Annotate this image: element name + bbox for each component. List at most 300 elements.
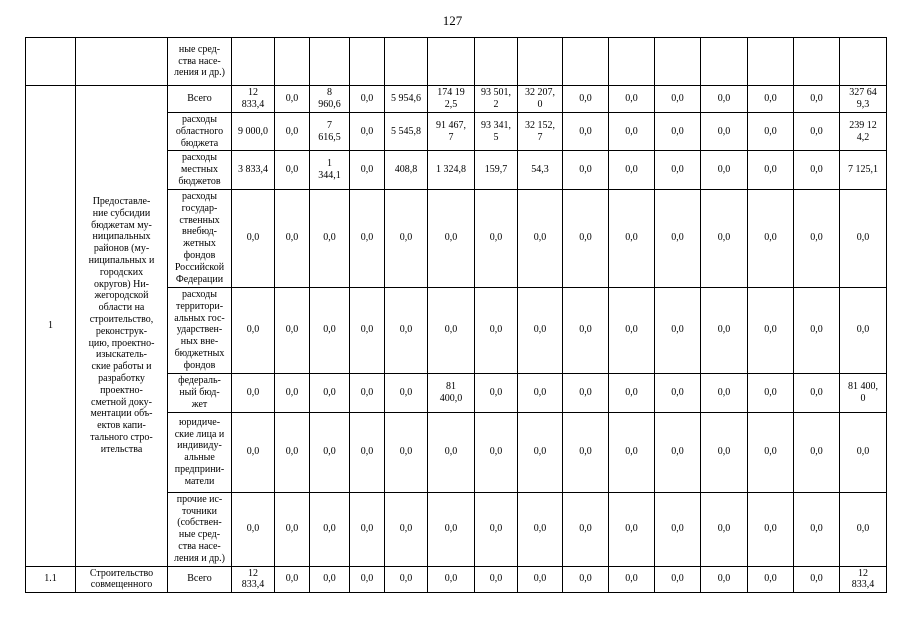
text-line: 0,0 [533, 446, 547, 458]
text-line: 0,0 [625, 446, 638, 458]
value-cell [563, 38, 609, 86]
text-line: цию, проектно- [88, 337, 155, 349]
text-line: альных гос- [174, 312, 225, 324]
text-line: 81 [446, 380, 456, 392]
text-line: бюджета [180, 137, 219, 149]
value-cell [655, 287, 701, 373]
text-line: 12 [248, 567, 258, 579]
text-line: альные [184, 452, 215, 464]
value-cell [275, 412, 310, 492]
text-line: 0,0 [399, 232, 413, 244]
text-line: ские работы и [91, 361, 152, 373]
source-cell [168, 287, 232, 373]
text-line: 0,0 [323, 232, 336, 244]
text-line: 0,0 [285, 523, 299, 535]
text-line: Строительство [89, 567, 154, 579]
text-line: 0,0 [856, 324, 870, 336]
text-line: жегородской [94, 290, 149, 302]
text-line: 0 [860, 392, 866, 404]
text-line: 0,0 [625, 164, 638, 176]
value-cell [518, 412, 563, 492]
text-line: 0,0 [671, 125, 684, 137]
value-cell [840, 412, 887, 492]
value-cell [275, 113, 310, 151]
value-cell [748, 412, 794, 492]
text-line: 0,0 [533, 324, 547, 336]
table-row [26, 86, 887, 113]
value-cell [701, 38, 748, 86]
value-cell [350, 566, 385, 593]
text-line: 0,0 [671, 324, 684, 336]
text-line: 32 207, [525, 87, 555, 99]
text-line: 0,0 [360, 93, 374, 105]
text-line: 0,0 [579, 164, 592, 176]
value-cell [232, 113, 275, 151]
value-cell [232, 566, 275, 593]
text-line: 0,0 [533, 573, 547, 585]
text-line: 0,0 [856, 523, 870, 535]
value-cell [701, 86, 748, 113]
value-cell [840, 86, 887, 113]
value-cell [563, 189, 609, 287]
text-line: 0,0 [489, 523, 503, 535]
text-line: 0,0 [625, 573, 638, 585]
text-line: ства насе- [178, 540, 221, 552]
text-line: 0,0 [360, 324, 374, 336]
text-line: 0,0 [323, 523, 336, 535]
source-cell [168, 373, 232, 412]
value-cell [794, 38, 840, 86]
text-line: расходы [182, 152, 217, 164]
value-cell [794, 492, 840, 566]
value-cell [609, 38, 655, 86]
text-line: 0,0 [285, 125, 299, 137]
value-cell [475, 151, 518, 189]
value-cell [794, 86, 840, 113]
text-line: 833,4 [241, 99, 265, 110]
text-line: 7 125,1 [848, 164, 878, 176]
text-line: 0,0 [323, 573, 336, 585]
value-cell [385, 113, 428, 151]
source-cell [168, 412, 232, 492]
value-cell [428, 492, 475, 566]
value-cell [701, 113, 748, 151]
text-line: 0,0 [810, 386, 823, 398]
text-line: 0,0 [717, 93, 731, 105]
value-cell [748, 373, 794, 412]
text-line: 0,0 [717, 125, 731, 137]
text-line: 1 [327, 158, 332, 170]
text-line: 0,0 [717, 386, 731, 398]
text-line: 7 [448, 131, 454, 143]
value-cell [563, 373, 609, 412]
text-line: проектно- [100, 384, 143, 396]
text-line: сметной доку- [91, 396, 152, 408]
budget-table-body [26, 38, 887, 593]
text-line: 0,0 [246, 446, 260, 458]
value-cell [385, 287, 428, 373]
value-cell [655, 412, 701, 492]
value-cell [655, 566, 701, 593]
text-line: ние субсидии [92, 207, 151, 219]
value-cell [748, 566, 794, 593]
value-cell [794, 113, 840, 151]
number-cell [26, 38, 76, 86]
source-cell [168, 492, 232, 566]
value-cell [428, 566, 475, 593]
value-cell [350, 189, 385, 287]
text-line: ства насе- [178, 55, 221, 67]
text-line: ские лица и [174, 428, 225, 440]
text-line: 0,0 [671, 386, 684, 398]
value-cell [794, 189, 840, 287]
value-cell [609, 412, 655, 492]
value-cell [840, 287, 887, 373]
text-line: 0,0 [579, 386, 592, 398]
text-line: 0,0 [810, 324, 823, 336]
value-cell [428, 86, 475, 113]
value-cell [609, 373, 655, 412]
value-cell [609, 151, 655, 189]
text-line: 0,0 [285, 573, 299, 585]
text-line: 0,0 [810, 164, 823, 176]
value-cell [475, 373, 518, 412]
text-line: бюджетов [178, 175, 221, 187]
text-line: 0,0 [717, 446, 731, 458]
text-line: 0,0 [579, 93, 592, 105]
text-line: 0,0 [671, 573, 684, 585]
value-cell [232, 373, 275, 412]
text-line: 0,0 [285, 164, 299, 176]
value-cell [701, 373, 748, 412]
text-line: 0,0 [399, 446, 413, 458]
text-line: 0,0 [671, 446, 684, 458]
value-cell [475, 287, 518, 373]
value-cell [794, 412, 840, 492]
text-line: ных вне- [180, 336, 219, 348]
value-cell [794, 151, 840, 189]
value-cell [350, 287, 385, 373]
text-line: 0,0 [625, 232, 638, 244]
value-cell [310, 287, 350, 373]
text-line: федераль- [178, 375, 221, 387]
text-line: 0,0 [444, 446, 458, 458]
text-line: внебюд- [182, 226, 217, 238]
value-cell [275, 492, 310, 566]
text-line: 0,0 [625, 523, 638, 535]
text-line: предприни- [174, 464, 225, 476]
value-cell [310, 189, 350, 287]
text-line: 54,3 [531, 164, 549, 176]
value-cell [840, 566, 887, 593]
text-line: 0,0 [360, 446, 374, 458]
value-cell [655, 492, 701, 566]
text-line: 0,0 [360, 523, 374, 535]
text-line: 327 64 [849, 87, 877, 99]
value-cell [701, 287, 748, 373]
text-line: 0,0 [764, 523, 777, 535]
text-line: ментации объ- [90, 408, 153, 420]
value-cell [475, 189, 518, 287]
row-number: 1 [26, 86, 76, 567]
text-line: 93 501, [481, 87, 511, 99]
text-line: изыскатель- [95, 349, 148, 361]
value-cell [350, 86, 385, 113]
text-line: 0,0 [579, 446, 592, 458]
page-number: 127 [442, 13, 463, 28]
text-line: 408,8 [394, 164, 418, 176]
text-line: 0,0 [285, 386, 299, 398]
text-line: 0,0 [246, 232, 260, 244]
value-cell [232, 38, 275, 86]
value-cell [232, 189, 275, 287]
text-line: районов (му- [93, 243, 150, 255]
text-line: 0,0 [285, 324, 299, 336]
text-line: 0,0 [399, 324, 413, 336]
value-cell [748, 287, 794, 373]
text-line: 344,1 [318, 170, 341, 182]
text-line: (собствен- [177, 517, 222, 529]
text-line: фондов [183, 250, 216, 262]
value-cell [748, 492, 794, 566]
value-cell [563, 492, 609, 566]
table-row [26, 566, 887, 593]
value-cell [748, 151, 794, 189]
text-line: 0,0 [671, 523, 684, 535]
text-line: 0,0 [625, 324, 638, 336]
text-line: 12 [858, 567, 868, 579]
text-line: государ- [181, 202, 218, 214]
text-line: 7 [327, 119, 332, 131]
text-line: совмещенного [90, 579, 153, 591]
value-cell [563, 566, 609, 593]
text-line: 0,0 [810, 93, 823, 105]
value-cell [701, 189, 748, 287]
text-line: 0,0 [323, 324, 336, 336]
text-line: 0,0 [323, 386, 336, 398]
value-cell [475, 38, 518, 86]
text-line: 0,0 [399, 523, 413, 535]
value-cell [232, 86, 275, 113]
value-cell [609, 287, 655, 373]
description-cell [76, 38, 168, 86]
value-cell [518, 492, 563, 566]
value-cell [232, 151, 275, 189]
value-cell [840, 373, 887, 412]
value-cell [385, 189, 428, 287]
text-line: 0,0 [444, 232, 458, 244]
text-line: 0,0 [533, 523, 547, 535]
text-line: 0,0 [444, 523, 458, 535]
text-line: точники [182, 505, 217, 517]
source-cell [168, 38, 232, 86]
value-cell [748, 38, 794, 86]
text-line: ные сред- [178, 43, 221, 55]
text-line: 0,0 [764, 573, 777, 585]
text-line: 0,0 [360, 386, 374, 398]
value-cell [655, 373, 701, 412]
value-cell [655, 113, 701, 151]
value-cell [275, 189, 310, 287]
value-cell [609, 566, 655, 593]
text-line: 5 954,6 [391, 93, 421, 105]
text-line: прочие ис- [176, 493, 223, 505]
value-cell [563, 86, 609, 113]
text-line: 0,0 [625, 93, 638, 105]
text-line: 0,0 [764, 386, 777, 398]
text-line: 81 400, [848, 380, 878, 392]
text-line: 91 467, [436, 119, 466, 131]
value-cell [310, 86, 350, 113]
text-line: Всего [187, 573, 212, 585]
text-line: бюджетам му- [91, 219, 152, 231]
text-line: 0,0 [579, 523, 592, 535]
text-line: 0,0 [764, 232, 777, 244]
value-cell [350, 373, 385, 412]
text-line: 5 [493, 131, 499, 143]
value-cell [518, 151, 563, 189]
value-cell [428, 287, 475, 373]
text-line: 0,0 [764, 446, 777, 458]
value-cell [428, 189, 475, 287]
text-line: территори- [175, 300, 224, 312]
text-line: 3 833,4 [238, 164, 268, 176]
text-line: 0,0 [246, 523, 260, 535]
text-line: расходы [182, 288, 217, 300]
value-cell [385, 373, 428, 412]
value-cell [350, 38, 385, 86]
text-line: 0,0 [856, 446, 870, 458]
text-line: 0,0 [489, 232, 503, 244]
text-line: 0,0 [579, 125, 592, 137]
text-line: 0,0 [764, 164, 777, 176]
text-line: ниципальных [92, 231, 151, 243]
value-cell [748, 86, 794, 113]
text-line: 0 [537, 99, 543, 110]
text-line: 7 [537, 131, 543, 143]
text-line: 0,0 [360, 573, 374, 585]
value-cell [475, 113, 518, 151]
value-cell [385, 492, 428, 566]
text-line: бюджетных [174, 347, 225, 359]
text-line: 159,7 [484, 164, 508, 176]
text-line: 833,4 [241, 579, 265, 591]
text-line: 0,0 [625, 125, 638, 137]
source-cell [168, 113, 232, 151]
value-cell [275, 373, 310, 412]
text-line: округов) Ни- [93, 278, 150, 290]
text-line: реконструк- [95, 325, 148, 337]
text-line: 9 000,0 [238, 125, 268, 137]
value-cell [475, 412, 518, 492]
text-line: 0,0 [810, 523, 823, 535]
text-line: ный бюд- [179, 386, 220, 398]
value-cell [232, 412, 275, 492]
text-line: 0,0 [489, 573, 503, 585]
text-line: 0,0 [717, 232, 731, 244]
value-cell [701, 151, 748, 189]
text-line: 93 341, [481, 119, 511, 131]
value-cell [840, 492, 887, 566]
text-line: 0,0 [360, 125, 374, 137]
value-cell [475, 492, 518, 566]
value-cell [428, 373, 475, 412]
text-line: 0,0 [810, 446, 823, 458]
text-line: 960,6 [318, 99, 341, 110]
value-cell [655, 86, 701, 113]
value-cell [518, 38, 563, 86]
value-cell [350, 151, 385, 189]
text-line: 174 19 [437, 87, 465, 99]
text-line: 0,0 [671, 164, 684, 176]
row-description [76, 566, 168, 593]
value-cell [655, 151, 701, 189]
value-cell [428, 412, 475, 492]
text-line: строительство, [89, 313, 154, 325]
value-cell [655, 38, 701, 86]
text-line: 0,0 [856, 232, 870, 244]
text-line: 0,0 [717, 324, 731, 336]
text-line: 4,2 [856, 131, 870, 143]
value-cell [609, 86, 655, 113]
text-line: ления и др.) [173, 67, 225, 79]
value-cell [748, 189, 794, 287]
value-cell [518, 113, 563, 151]
source-cell [168, 86, 232, 113]
value-cell [518, 86, 563, 113]
value-cell [518, 189, 563, 287]
value-cell [232, 492, 275, 566]
text-line: 0,0 [533, 232, 547, 244]
text-line: 0,0 [579, 324, 592, 336]
text-line: 0,0 [810, 232, 823, 244]
text-line: 616,5 [318, 131, 341, 143]
source-cell [168, 189, 232, 287]
value-cell [563, 151, 609, 189]
text-line: 12 [248, 87, 258, 99]
text-line: жет [191, 398, 208, 410]
source-cell [168, 151, 232, 189]
text-line: 0,0 [533, 386, 547, 398]
text-line: Всего [187, 93, 212, 105]
text-line: ительства [100, 443, 143, 455]
text-line: 0,0 [810, 573, 823, 585]
value-cell [310, 38, 350, 86]
text-line: 0,0 [246, 386, 260, 398]
text-line: тального стро- [90, 431, 153, 443]
text-line: 0,0 [444, 573, 458, 585]
value-cell [275, 566, 310, 593]
value-cell [609, 189, 655, 287]
text-line: 0,0 [360, 232, 374, 244]
value-cell [385, 412, 428, 492]
text-line: 1 324,8 [436, 164, 466, 176]
value-cell [840, 38, 887, 86]
text-line: Предоставле- [92, 196, 151, 208]
value-cell [518, 566, 563, 593]
value-cell [701, 492, 748, 566]
value-cell [794, 566, 840, 593]
text-line: 0,0 [399, 386, 413, 398]
text-line: 0,0 [285, 446, 299, 458]
text-line: разработку [98, 372, 145, 384]
text-line: 0,0 [671, 232, 684, 244]
text-line: 0,0 [489, 324, 503, 336]
value-cell [609, 113, 655, 151]
text-line: ударствен- [176, 324, 223, 336]
text-line: 0,0 [579, 573, 592, 585]
text-line: 0,0 [717, 523, 731, 535]
